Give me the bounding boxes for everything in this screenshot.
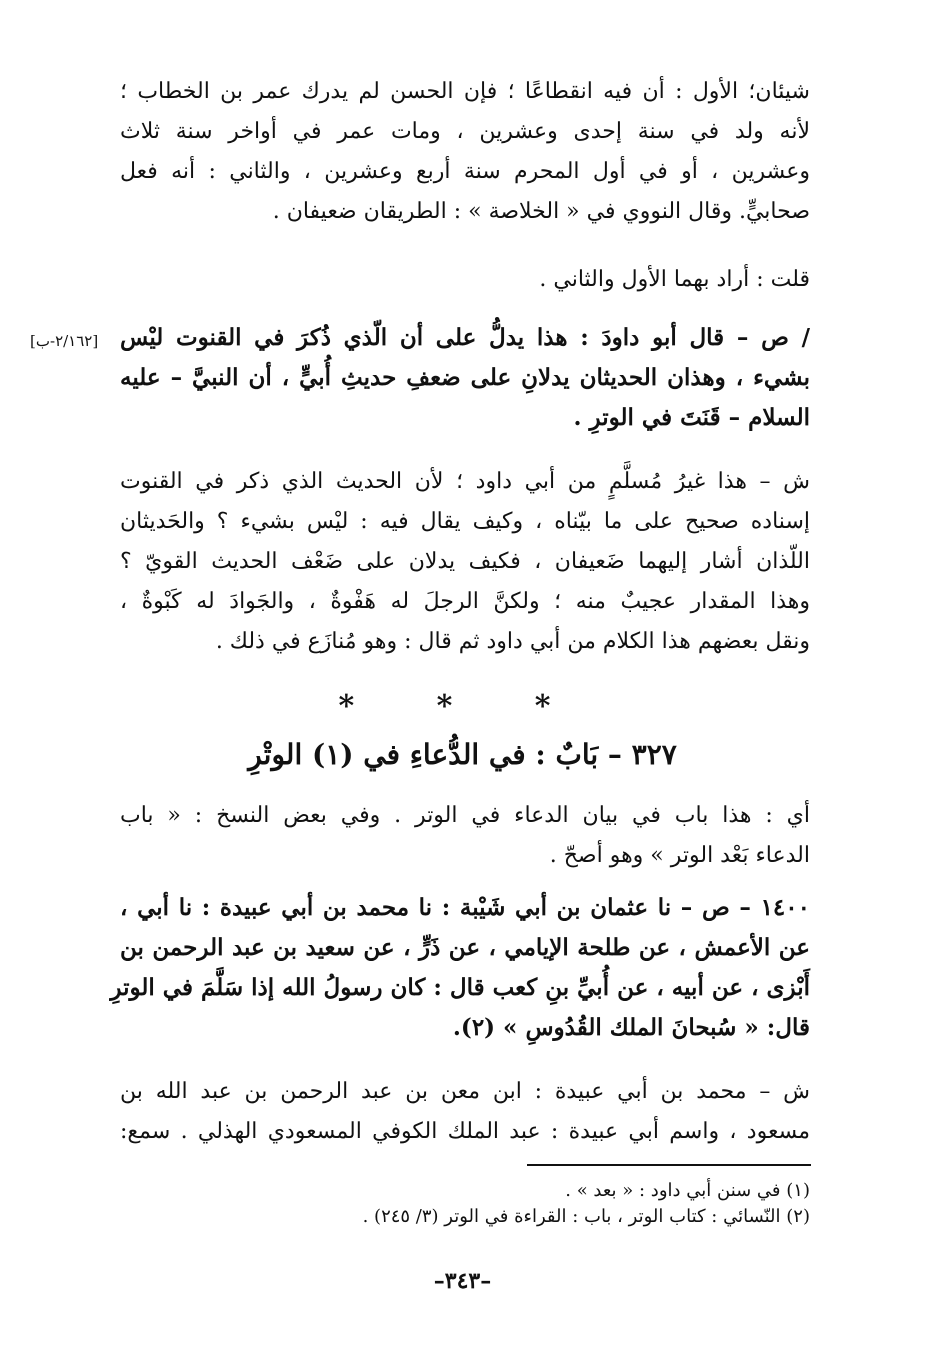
text-line: قلت : أراد بهما الأول والثاني . xyxy=(539,267,810,292)
text-line: الدعاء بَعْد الوتر » وهو أصحّ . xyxy=(549,843,810,868)
text-line: عن الأعمش ، عن طلحة الإيامي ، عن ذَرٍّ ، عن سعيد بن عبد الرحمن بن xyxy=(120,934,810,961)
text-line: مسعود ، واسم أبي عبيدة : عبد الملك الكوفي المسعودي الهذلي . سمع: xyxy=(120,1119,810,1144)
text-line: إسناده صحيح على ما بيّناه ، وكيف يقال فيه : ليْس بشيء ؟ والحَديثان xyxy=(120,509,810,534)
text-line: شيئان؛ الأول : أن فيه انقطاعًا ؛ فإن الحسن لم يدرك عمر بن الخطاب ؛ xyxy=(120,79,810,104)
page-number: –٣٤٣– xyxy=(433,1268,492,1294)
text-line: أي : هذا باب في بيان الدعاء في الوتر . وفي بعض النسخ : « باب xyxy=(120,803,810,828)
text-line: أَبْزى ، عن أبيه ، عن أُبيِّ بنِ كعب قال : كان رسولُ الله إذا سَلَّمَ في الوترِ xyxy=(110,974,810,1001)
footnote-2: (٢) النّسائي : كتاب الوتر ، باب : القراءة في الوتر (٣/ ٢٤٥) . xyxy=(362,1206,810,1227)
chapter-heading: ٣٢٧ – بَابٌ : في الدُّعاءِ في (١) الوتْرِ xyxy=(248,738,677,771)
footnote-separator-rule xyxy=(527,1164,811,1166)
footnote-1: (١) في سنن أبي داود : « بعد » . xyxy=(565,1180,810,1201)
text-line: ١٤٠٠ – ص – نا عثمان بن أبي شَيْبة : نا محمد بن أبي عبيدة : نا أبي ، xyxy=(120,894,810,921)
text-line: وهذا المقدار عجيبٌ منه ؛ ولكنَّ الرجلَ له هَفْوةٌ ، والجَوادَ له كَبْوةٌ ، xyxy=(120,589,810,614)
paragraph-abu-dawud-text xyxy=(120,318,810,438)
text-line: قال: « سُبحانَ الملك القُدُوسِ » (٢). xyxy=(452,1014,810,1041)
text-line: صحابيٍّ. وقال النووي في « الخلاصة » : الطريقان ضعيفان . xyxy=(272,199,810,224)
text-line: ش – محمد بن أبي عبيدة : ابن معن بن عبد الرحمن بن عبد الله بن xyxy=(120,1079,810,1104)
paragraph-narrator-commentary xyxy=(120,1072,810,1152)
paragraph-narrators-critique xyxy=(120,72,810,232)
paragraph-chapter-explanation xyxy=(120,796,810,876)
paragraph-hadith-1400 xyxy=(110,888,810,1048)
manuscript-margin-reference: [٢/١٦٢-ب] xyxy=(30,332,99,350)
text-line: اللّذان أشار إليهما ضَعيفان ، فكيف يدلان على ضَعْف الحديث القويّ ؟ xyxy=(120,549,810,574)
text-line: ش – هذا غيرُ مُسلَّمٍ من أبي داود ؛ لأن الحديث الذي ذكر في القنوت xyxy=(120,469,810,494)
text-line: ونقل بعضهم هذا الكلام من أبي داود ثم قال : وهو مُنازَع في ذلك . xyxy=(215,629,810,654)
text-line: وعشرين ، أو في أول المحرم سنة أربع وعشرين ، والثاني : أنه فعل xyxy=(120,159,810,184)
text-line: بشيء ، وهذان الحديثان يدلانِ على ضعفِ حديثِ أُبيٍّ ، أن النبيَّ – عليه xyxy=(120,364,810,391)
section-separator: * * * xyxy=(338,689,587,724)
paragraph-commentary xyxy=(120,462,810,662)
text-line: / ص – قال أبو داودَ : هذا يدلُّ على أن الّذي ذُكرَ في القنوت ليْس xyxy=(120,324,810,351)
text-line: السلام – قَنَتَ في الوترِ . xyxy=(573,404,810,431)
paragraph-author-note xyxy=(120,260,810,300)
text-line: لأنه ولد في سنة إحدى وعشرين ، ومات عمر في أواخر سنة ثلاث xyxy=(120,119,810,144)
